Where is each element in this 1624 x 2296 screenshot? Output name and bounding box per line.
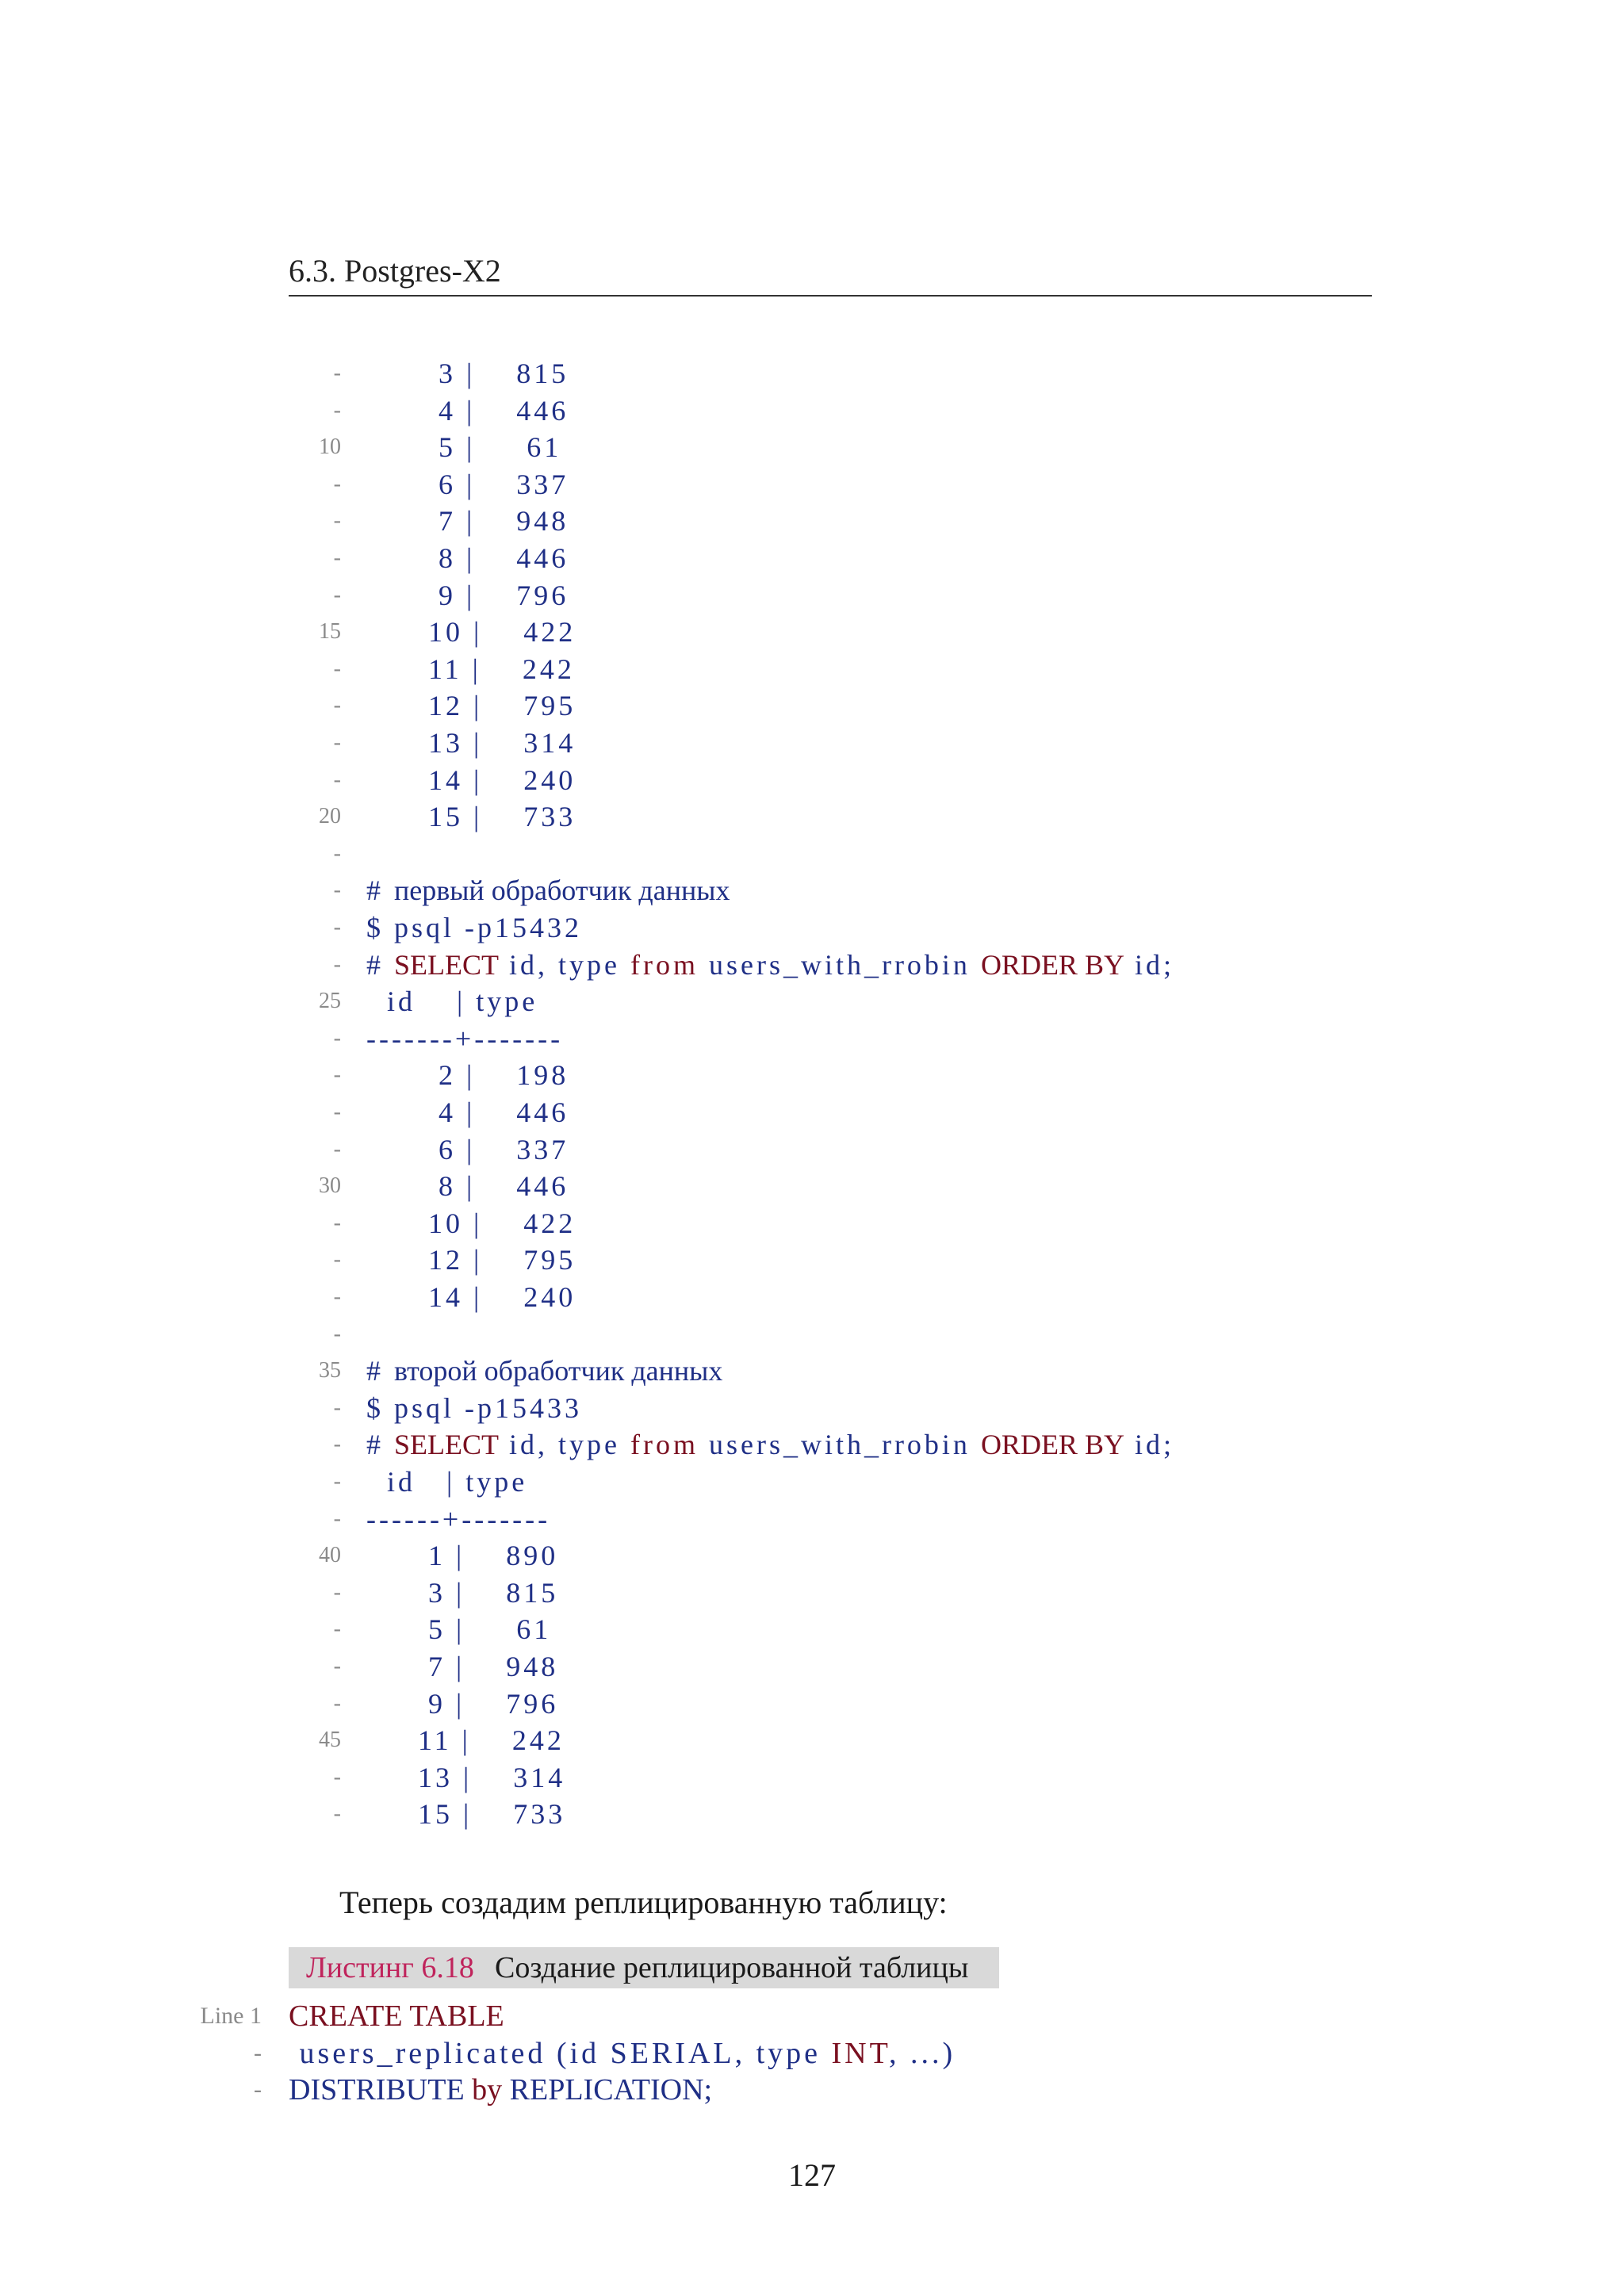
- line-number: -: [333, 1137, 341, 1161]
- line-number: -: [333, 1691, 341, 1716]
- code-line: [0, 1796, 1624, 1832]
- code-text: [366, 1501, 550, 1537]
- code-token: , ...): [889, 2037, 956, 2070]
- code-line: [0, 798, 1624, 835]
- code-text: [366, 1094, 569, 1131]
- code-line: [0, 983, 1624, 1020]
- line-number: -: [333, 693, 341, 718]
- code-token: id, type: [499, 949, 630, 981]
- line-number: 40: [319, 1543, 341, 1567]
- line-number: -: [333, 545, 341, 570]
- line-number: -: [333, 1580, 341, 1605]
- code-line: [0, 1353, 1624, 1389]
- code-text: [366, 798, 576, 835]
- line-number: -: [333, 1765, 341, 1789]
- code-line: [0, 1057, 1624, 1093]
- line-number: 45: [319, 1728, 341, 1752]
- code-line: [0, 1611, 1624, 1647]
- code-token: 5 | 61: [366, 431, 562, 463]
- code-token: 6 | 337: [366, 469, 569, 500]
- code-token: REPLICATION;: [502, 2073, 713, 2107]
- line-number: -: [333, 583, 341, 607]
- code-text: [366, 1426, 1174, 1463]
- code-text: [366, 466, 569, 503]
- code-text: [366, 762, 576, 798]
- code-token: INT: [831, 2037, 890, 2070]
- code-line: [0, 503, 1624, 539]
- code-line: [0, 1316, 1624, 1353]
- code-line: [0, 1131, 1624, 1168]
- code-text: [366, 1611, 551, 1647]
- code-token: id;: [1124, 1429, 1174, 1460]
- line-number: -: [333, 767, 341, 792]
- code-token: 14 | 240: [366, 1281, 576, 1313]
- code-token: #: [366, 1429, 394, 1460]
- line-number: -: [333, 1395, 341, 1420]
- code-text: [366, 540, 569, 576]
- code-token: id;: [1124, 949, 1174, 981]
- line-number: 30: [319, 1173, 341, 1198]
- code-line: [0, 429, 1624, 465]
- code-token: 7 | 948: [366, 1651, 559, 1682]
- code-token: 1 | 890: [366, 1540, 559, 1571]
- code-token: id | type: [366, 1466, 528, 1498]
- code-text: [366, 429, 561, 465]
- line-number: -: [333, 1506, 341, 1531]
- code-token: 9 | 796: [366, 1688, 559, 1720]
- code-token: from: [630, 949, 699, 981]
- code-token: users_with_rrobin: [698, 1429, 981, 1460]
- code-text: [366, 983, 538, 1020]
- listing-line: [0, 2035, 1624, 2072]
- code-text: [366, 355, 569, 392]
- code-token: 12 | 795: [366, 690, 576, 721]
- code-token: 7 | 948: [366, 505, 569, 537]
- header-rule: [289, 295, 1372, 297]
- code-line: [0, 651, 1624, 687]
- code-token: DISTRIBUTE: [289, 2073, 473, 2107]
- line-number: -: [333, 915, 341, 939]
- code-text: [366, 1390, 582, 1426]
- code-token: 10 | 422: [366, 616, 576, 648]
- code-token: 15 | 733: [366, 801, 576, 832]
- code-token: первый обработчик данных: [394, 874, 730, 906]
- code-token: 15 | 733: [366, 1798, 566, 1830]
- code-token: SELECT: [394, 949, 499, 981]
- body-paragraph: Теперь создадим реплицированную таблицу:: [339, 1885, 948, 1920]
- line-number: -: [333, 1322, 341, 1346]
- code-token: #: [366, 949, 394, 981]
- code-line: [0, 1686, 1624, 1722]
- code-line: [0, 1426, 1624, 1463]
- code-token: by: [472, 2073, 503, 2107]
- line-number: -: [333, 1617, 341, 1641]
- code-token: $ psql -p15432: [366, 912, 582, 943]
- code-line: [0, 1575, 1624, 1611]
- line-number: -: [333, 656, 341, 681]
- code-text: [366, 1353, 722, 1389]
- code-token: 4 | 446: [366, 395, 569, 427]
- code-line: [0, 392, 1624, 429]
- code-token: ORDER BY: [980, 1429, 1124, 1460]
- code-token: -------+-------: [366, 1023, 564, 1054]
- code-text: [366, 725, 576, 761]
- code-line: [0, 1722, 1624, 1758]
- code-text: [366, 1205, 576, 1242]
- code-token: 13 | 314: [366, 1762, 566, 1793]
- code-token: #: [366, 874, 394, 906]
- code-token: SELECT: [394, 1429, 499, 1460]
- section-title: 6.3. Postgres-X2: [289, 253, 501, 289]
- line-number: -: [333, 1654, 341, 1678]
- code-line: [0, 1279, 1624, 1315]
- code-line: [0, 872, 1624, 909]
- code-line: [0, 1242, 1624, 1278]
- code-line: [0, 614, 1624, 650]
- code-line: [0, 1390, 1624, 1426]
- code-token: 3 | 815: [366, 358, 569, 389]
- line-number: 25: [319, 989, 341, 1013]
- code-text: [366, 1686, 558, 1722]
- line-number: -: [333, 952, 341, 977]
- line-number: -: [333, 398, 341, 423]
- code-token: $ psql -p15433: [366, 1392, 582, 1424]
- code-text: [366, 1168, 569, 1204]
- code-token: 14 | 240: [366, 764, 576, 796]
- code-text: [366, 1575, 558, 1611]
- line-number: -: [333, 1026, 341, 1050]
- code-line: [0, 540, 1624, 576]
- code-line: [0, 466, 1624, 503]
- line-number: -: [333, 878, 341, 902]
- code-text: [366, 651, 575, 687]
- line-number: 10: [319, 434, 341, 459]
- listing-line: [0, 1998, 1624, 2034]
- code-line: [0, 687, 1624, 724]
- code-token: второй обработчик данных: [394, 1355, 723, 1387]
- code-token: id, type: [499, 1429, 630, 1460]
- code-line: [0, 577, 1624, 614]
- code-line: [0, 1648, 1624, 1685]
- line-number: -: [333, 472, 341, 496]
- code-text: [366, 1759, 565, 1796]
- code-line: [0, 355, 1624, 392]
- line-number: -: [333, 1100, 341, 1124]
- code-text: [366, 1796, 565, 1832]
- code-text: [366, 1242, 576, 1278]
- code-token: 11 | 242: [366, 653, 575, 685]
- code-text: [366, 1131, 569, 1168]
- code-line: [0, 1537, 1624, 1574]
- code-line: [0, 1464, 1624, 1500]
- page-number: 127: [788, 2157, 836, 2193]
- line-number: -: [333, 1247, 341, 1272]
- code-text: [366, 392, 569, 429]
- code-token: 6 | 337: [366, 1134, 569, 1165]
- code-line: [0, 909, 1624, 946]
- code-text: [366, 577, 569, 614]
- line-number: -: [254, 2076, 262, 2103]
- code-token: 13 | 314: [366, 727, 576, 759]
- code-text: [366, 1537, 558, 1574]
- code-token: 9 | 796: [366, 580, 569, 611]
- code-token: 10 | 422: [366, 1207, 576, 1239]
- code-token: id | type: [366, 985, 538, 1017]
- code-token: 8 | 446: [366, 1170, 569, 1202]
- code-text: [366, 947, 1174, 983]
- code-token: 2 | 198: [366, 1059, 569, 1091]
- code-token: ORDER BY: [980, 949, 1124, 981]
- line-number: -: [333, 508, 341, 533]
- code-token: #: [366, 1355, 394, 1387]
- code-token: 12 | 795: [366, 1244, 576, 1276]
- code-line: [0, 1094, 1624, 1131]
- code-text: [366, 1020, 563, 1057]
- code-token: CREATE TABLE: [289, 1999, 504, 2033]
- line-number: 20: [319, 804, 341, 828]
- code-text: [366, 1057, 569, 1093]
- code-text: [366, 1648, 558, 1685]
- code-text: [366, 687, 576, 724]
- listing-label: Листинг 6.18: [306, 1951, 474, 1984]
- code-token: ------+-------: [366, 1503, 551, 1535]
- code-token: 11 | 242: [366, 1724, 565, 1756]
- code-text: [366, 503, 569, 539]
- line-number: -: [333, 1432, 341, 1456]
- line-number: -: [333, 1469, 341, 1494]
- line-number: -: [333, 1211, 341, 1235]
- listing-line: [0, 2072, 1624, 2108]
- code-line: [0, 1759, 1624, 1796]
- line-number: -: [333, 841, 341, 866]
- code-line: [0, 762, 1624, 798]
- code-line: [0, 836, 1624, 872]
- code-text: [289, 2072, 712, 2108]
- line-number: 35: [319, 1358, 341, 1383]
- code-token: 3 | 815: [366, 1577, 559, 1609]
- code-line: [0, 947, 1624, 983]
- line-number: -: [333, 1284, 341, 1309]
- line-number: -: [333, 1062, 341, 1087]
- code-line: [0, 1168, 1624, 1204]
- code-line: [0, 1205, 1624, 1242]
- code-token: 5 | 61: [366, 1613, 552, 1645]
- code-text: [366, 1464, 527, 1500]
- line-number: -: [333, 361, 341, 385]
- line-number: -: [254, 2040, 262, 2066]
- code-text: [289, 1998, 504, 2034]
- code-token: users_replicated (id SERIAL, type: [289, 2037, 832, 2070]
- code-text: [366, 872, 730, 909]
- line-number: -: [333, 730, 341, 755]
- code-token: users_with_rrobin: [698, 949, 981, 981]
- code-line: [0, 725, 1624, 761]
- code-text: [366, 909, 582, 946]
- code-text: [289, 2035, 956, 2072]
- listing-caption: [289, 1947, 999, 1988]
- line-number: Line 1: [200, 2003, 262, 2029]
- code-line: [0, 1501, 1624, 1537]
- line-number: -: [333, 1801, 341, 1826]
- code-text: [366, 1279, 576, 1315]
- code-text: [366, 614, 576, 650]
- listing-caption-text: Создание реплицированной таблицы: [495, 1951, 969, 1984]
- code-token: from: [630, 1429, 699, 1460]
- code-text: [366, 1722, 565, 1758]
- code-token: 4 | 446: [366, 1096, 569, 1128]
- code-line: [0, 1020, 1624, 1057]
- code-token: 8 | 446: [366, 542, 569, 574]
- line-number: 15: [319, 619, 341, 644]
